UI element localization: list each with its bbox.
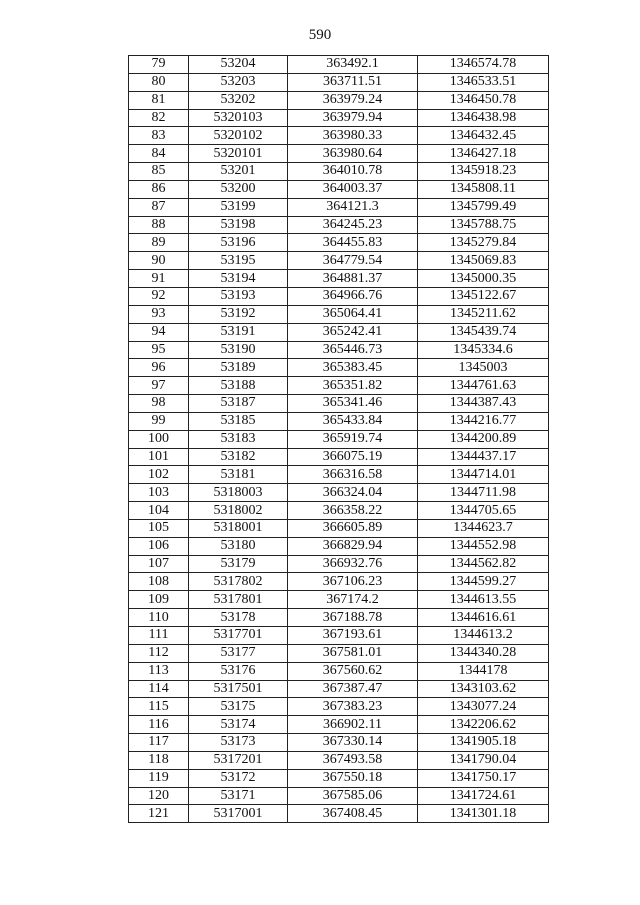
x-coordinate-cell: 364245.23 <box>288 216 418 234</box>
row-index-cell: 92 <box>129 287 189 305</box>
row-index-cell: 100 <box>129 430 189 448</box>
x-coordinate-cell: 366324.04 <box>288 484 418 502</box>
row-index-cell: 119 <box>129 769 189 787</box>
row-index-cell: 107 <box>129 555 189 573</box>
y-coordinate-cell: 1344623.7 <box>418 519 549 537</box>
row-index-cell: 116 <box>129 716 189 734</box>
row-index-cell: 94 <box>129 323 189 341</box>
x-coordinate-cell: 367193.61 <box>288 627 418 645</box>
row-index-cell: 102 <box>129 466 189 484</box>
point-id-cell: 5317801 <box>189 591 288 609</box>
table-row <box>129 769 549 787</box>
point-id-cell: 5317501 <box>189 680 288 698</box>
point-id-cell: 53200 <box>189 180 288 198</box>
row-index-cell: 111 <box>129 627 189 645</box>
x-coordinate-cell: 366316.58 <box>288 466 418 484</box>
row-index-cell: 109 <box>129 591 189 609</box>
x-coordinate-cell: 365242.41 <box>288 323 418 341</box>
row-index-cell: 95 <box>129 341 189 359</box>
table-row <box>129 109 549 127</box>
y-coordinate-cell: 1345122.67 <box>418 287 549 305</box>
x-coordinate-cell: 365341.46 <box>288 395 418 413</box>
row-index-cell: 89 <box>129 234 189 252</box>
row-index-cell: 98 <box>129 395 189 413</box>
row-index-cell: 93 <box>129 305 189 323</box>
x-coordinate-cell: 367106.23 <box>288 573 418 591</box>
point-id-cell: 5317201 <box>189 751 288 769</box>
y-coordinate-cell: 1346438.98 <box>418 109 549 127</box>
x-coordinate-cell: 367560.62 <box>288 662 418 680</box>
x-coordinate-cell: 367581.01 <box>288 644 418 662</box>
point-id-cell: 53174 <box>189 716 288 734</box>
y-coordinate-cell: 1346533.51 <box>418 73 549 91</box>
table-row <box>129 805 549 823</box>
table-row <box>129 305 549 323</box>
y-coordinate-cell: 1346427.18 <box>418 145 549 163</box>
y-coordinate-cell: 1346432.45 <box>418 127 549 145</box>
y-coordinate-cell: 1341905.18 <box>418 734 549 752</box>
row-index-cell: 101 <box>129 448 189 466</box>
row-index-cell: 110 <box>129 609 189 627</box>
row-index-cell: 91 <box>129 270 189 288</box>
x-coordinate-cell: 366075.19 <box>288 448 418 466</box>
point-id-cell: 53181 <box>189 466 288 484</box>
x-coordinate-cell: 363979.24 <box>288 91 418 109</box>
x-coordinate-cell: 367383.23 <box>288 698 418 716</box>
table-row <box>129 56 549 74</box>
y-coordinate-cell: 1344705.65 <box>418 502 549 520</box>
table-row <box>129 448 549 466</box>
point-id-cell: 5318003 <box>189 484 288 502</box>
y-coordinate-cell: 1345211.62 <box>418 305 549 323</box>
point-id-cell: 53177 <box>189 644 288 662</box>
point-id-cell: 53178 <box>189 609 288 627</box>
point-id-cell: 53176 <box>189 662 288 680</box>
x-coordinate-cell: 364881.37 <box>288 270 418 288</box>
row-index-cell: 82 <box>129 109 189 127</box>
x-coordinate-cell: 364121.3 <box>288 198 418 216</box>
y-coordinate-cell: 1345788.75 <box>418 216 549 234</box>
y-coordinate-cell: 1344613.2 <box>418 627 549 645</box>
table-row <box>129 751 549 769</box>
y-coordinate-cell: 1341750.17 <box>418 769 549 787</box>
x-coordinate-cell: 367330.14 <box>288 734 418 752</box>
x-coordinate-cell: 364966.76 <box>288 287 418 305</box>
x-coordinate-cell: 365351.82 <box>288 377 418 395</box>
point-id-cell: 5317701 <box>189 627 288 645</box>
table-row <box>129 609 549 627</box>
y-coordinate-cell: 1344387.43 <box>418 395 549 413</box>
point-id-cell: 53201 <box>189 163 288 181</box>
x-coordinate-cell: 364455.83 <box>288 234 418 252</box>
x-coordinate-cell: 367585.06 <box>288 787 418 805</box>
coordinates-table-body <box>129 56 549 823</box>
table-row <box>129 627 549 645</box>
x-coordinate-cell: 366605.89 <box>288 519 418 537</box>
table-row <box>129 198 549 216</box>
point-id-cell: 53180 <box>189 537 288 555</box>
point-id-cell: 5320102 <box>189 127 288 145</box>
point-id-cell: 53195 <box>189 252 288 270</box>
row-index-cell: 86 <box>129 180 189 198</box>
table-row <box>129 180 549 198</box>
point-id-cell: 53190 <box>189 341 288 359</box>
table-row <box>129 91 549 109</box>
y-coordinate-cell: 1343103.62 <box>418 680 549 698</box>
table-row <box>129 716 549 734</box>
x-coordinate-cell: 366829.94 <box>288 537 418 555</box>
row-index-cell: 103 <box>129 484 189 502</box>
point-id-cell: 53183 <box>189 430 288 448</box>
y-coordinate-cell: 1346450.78 <box>418 91 549 109</box>
y-coordinate-cell: 1344437.17 <box>418 448 549 466</box>
table-row <box>129 484 549 502</box>
row-index-cell: 117 <box>129 734 189 752</box>
x-coordinate-cell: 363980.33 <box>288 127 418 145</box>
row-index-cell: 90 <box>129 252 189 270</box>
table-row <box>129 412 549 430</box>
point-id-cell: 5318001 <box>189 519 288 537</box>
table-row <box>129 734 549 752</box>
page-number: 590 <box>308 27 332 43</box>
table-row <box>129 163 549 181</box>
x-coordinate-cell: 364779.54 <box>288 252 418 270</box>
x-coordinate-cell: 363980.64 <box>288 145 418 163</box>
table-row <box>129 519 549 537</box>
table-row <box>129 145 549 163</box>
y-coordinate-cell: 1344613.55 <box>418 591 549 609</box>
row-index-cell: 88 <box>129 216 189 234</box>
table-row <box>129 555 549 573</box>
x-coordinate-cell: 366902.11 <box>288 716 418 734</box>
table-row <box>129 287 549 305</box>
y-coordinate-cell: 1345334.6 <box>418 341 549 359</box>
y-coordinate-cell: 1344616.61 <box>418 609 549 627</box>
x-coordinate-cell: 365383.45 <box>288 359 418 377</box>
row-index-cell: 118 <box>129 751 189 769</box>
y-coordinate-cell: 1344599.27 <box>418 573 549 591</box>
table-row <box>129 644 549 662</box>
point-id-cell: 53175 <box>189 698 288 716</box>
table-row <box>129 252 549 270</box>
y-coordinate-cell: 1344200.89 <box>418 430 549 448</box>
point-id-cell: 5317001 <box>189 805 288 823</box>
x-coordinate-cell: 367188.78 <box>288 609 418 627</box>
y-coordinate-cell: 1341724.61 <box>418 787 549 805</box>
point-id-cell: 53185 <box>189 412 288 430</box>
row-index-cell: 87 <box>129 198 189 216</box>
x-coordinate-cell: 365446.73 <box>288 341 418 359</box>
table-row <box>129 430 549 448</box>
table-row <box>129 323 549 341</box>
x-coordinate-cell: 367174.2 <box>288 591 418 609</box>
table-row <box>129 787 549 805</box>
point-id-cell: 5320101 <box>189 145 288 163</box>
table-row <box>129 395 549 413</box>
table-row <box>129 662 549 680</box>
row-index-cell: 113 <box>129 662 189 680</box>
point-id-cell: 53187 <box>189 395 288 413</box>
table-row <box>129 591 549 609</box>
x-coordinate-cell: 365919.74 <box>288 430 418 448</box>
y-coordinate-cell: 1343077.24 <box>418 698 549 716</box>
y-coordinate-cell: 1345000.35 <box>418 270 549 288</box>
row-index-cell: 114 <box>129 680 189 698</box>
x-coordinate-cell: 363492.1 <box>288 56 418 74</box>
x-coordinate-cell: 366358.22 <box>288 502 418 520</box>
y-coordinate-cell: 1346574.78 <box>418 56 549 74</box>
table-row <box>129 359 549 377</box>
x-coordinate-cell: 364003.37 <box>288 180 418 198</box>
row-index-cell: 115 <box>129 698 189 716</box>
row-index-cell: 83 <box>129 127 189 145</box>
row-index-cell: 121 <box>129 805 189 823</box>
point-id-cell: 53179 <box>189 555 288 573</box>
point-id-cell: 53194 <box>189 270 288 288</box>
y-coordinate-cell: 1344761.63 <box>418 377 549 395</box>
point-id-cell: 53196 <box>189 234 288 252</box>
y-coordinate-cell: 1344552.98 <box>418 537 549 555</box>
y-coordinate-cell: 1344562.82 <box>418 555 549 573</box>
y-coordinate-cell: 1344711.98 <box>418 484 549 502</box>
x-coordinate-cell: 363979.94 <box>288 109 418 127</box>
y-coordinate-cell: 1345918.23 <box>418 163 549 181</box>
point-id-cell: 5317802 <box>189 573 288 591</box>
x-coordinate-cell: 367387.47 <box>288 680 418 698</box>
row-index-cell: 81 <box>129 91 189 109</box>
table-row <box>129 466 549 484</box>
point-id-cell: 53173 <box>189 734 288 752</box>
table-row <box>129 73 549 91</box>
point-id-cell: 53182 <box>189 448 288 466</box>
row-index-cell: 80 <box>129 73 189 91</box>
y-coordinate-cell: 1345808.11 <box>418 180 549 198</box>
row-index-cell: 108 <box>129 573 189 591</box>
y-coordinate-cell: 1345799.49 <box>418 198 549 216</box>
table-row <box>129 341 549 359</box>
point-id-cell: 53193 <box>189 287 288 305</box>
x-coordinate-cell: 367550.18 <box>288 769 418 787</box>
table-row <box>129 537 549 555</box>
row-index-cell: 85 <box>129 163 189 181</box>
row-index-cell: 120 <box>129 787 189 805</box>
y-coordinate-cell: 1345439.74 <box>418 323 549 341</box>
point-id-cell: 53172 <box>189 769 288 787</box>
table-row <box>129 234 549 252</box>
row-index-cell: 99 <box>129 412 189 430</box>
y-coordinate-cell: 1341790.04 <box>418 751 549 769</box>
table-row <box>129 680 549 698</box>
point-id-cell: 53188 <box>189 377 288 395</box>
point-id-cell: 53204 <box>189 56 288 74</box>
row-index-cell: 106 <box>129 537 189 555</box>
coordinates-table <box>128 55 549 823</box>
x-coordinate-cell: 367408.45 <box>288 805 418 823</box>
row-index-cell: 104 <box>129 502 189 520</box>
y-coordinate-cell: 1344178 <box>418 662 549 680</box>
point-id-cell: 53171 <box>189 787 288 805</box>
x-coordinate-cell: 367493.58 <box>288 751 418 769</box>
table-row <box>129 377 549 395</box>
point-id-cell: 5320103 <box>189 109 288 127</box>
x-coordinate-cell: 365433.84 <box>288 412 418 430</box>
table-row <box>129 573 549 591</box>
point-id-cell: 53189 <box>189 359 288 377</box>
row-index-cell: 112 <box>129 644 189 662</box>
x-coordinate-cell: 363711.51 <box>288 73 418 91</box>
row-index-cell: 96 <box>129 359 189 377</box>
point-id-cell: 53198 <box>189 216 288 234</box>
point-id-cell: 53203 <box>189 73 288 91</box>
row-index-cell: 84 <box>129 145 189 163</box>
y-coordinate-cell: 1345279.84 <box>418 234 549 252</box>
y-coordinate-cell: 1344714.01 <box>418 466 549 484</box>
point-id-cell: 53199 <box>189 198 288 216</box>
row-index-cell: 97 <box>129 377 189 395</box>
table-row <box>129 698 549 716</box>
point-id-cell: 53191 <box>189 323 288 341</box>
y-coordinate-cell: 1344216.77 <box>418 412 549 430</box>
table-row <box>129 127 549 145</box>
point-id-cell: 53202 <box>189 91 288 109</box>
point-id-cell: 53192 <box>189 305 288 323</box>
y-coordinate-cell: 1344340.28 <box>418 644 549 662</box>
x-coordinate-cell: 364010.78 <box>288 163 418 181</box>
y-coordinate-cell: 1345069.83 <box>418 252 549 270</box>
point-id-cell: 5318002 <box>189 502 288 520</box>
y-coordinate-cell: 1345003 <box>418 359 549 377</box>
row-index-cell: 79 <box>129 56 189 74</box>
x-coordinate-cell: 365064.41 <box>288 305 418 323</box>
row-index-cell: 105 <box>129 519 189 537</box>
table-row <box>129 270 549 288</box>
table-row <box>129 216 549 234</box>
table-row <box>129 502 549 520</box>
y-coordinate-cell: 1342206.62 <box>418 716 549 734</box>
x-coordinate-cell: 366932.76 <box>288 555 418 573</box>
y-coordinate-cell: 1341301.18 <box>418 805 549 823</box>
